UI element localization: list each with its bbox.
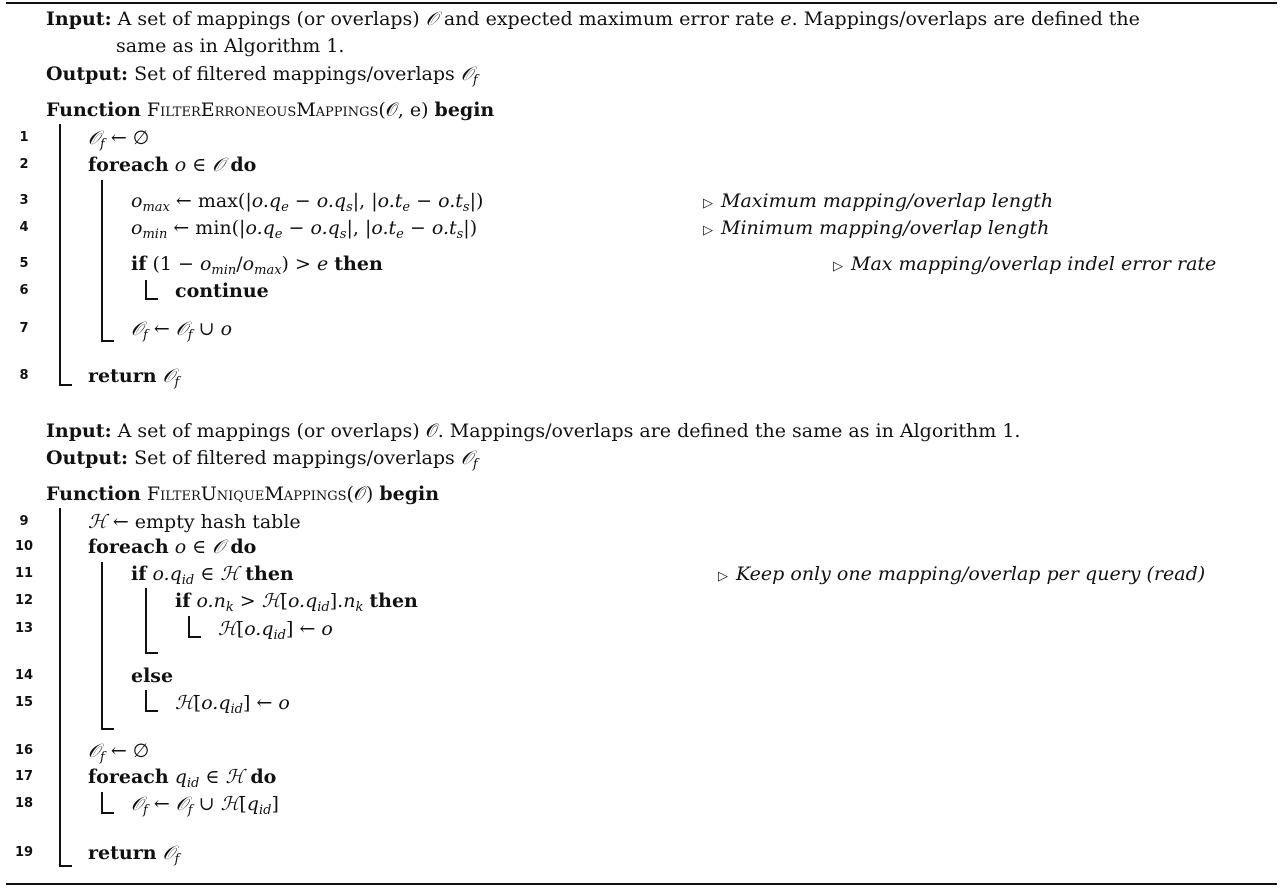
block-bar [101, 340, 114, 342]
then-kw: then [245, 563, 294, 585]
line-number: 5 [19, 256, 29, 271]
block-bar [59, 384, 72, 386]
algo1-function-name: FilterErroneousMappings [146, 99, 379, 121]
algo2-line-15: $ℋ[o.q_{id}]$ ← o [175, 692, 290, 717]
return-kw: return [88, 842, 157, 864]
algo1-line-7: 𝒪$_f$ ← 𝒪$_f$ ∪ o [131, 318, 233, 343]
algo1-output: Output: Set of filtered mappings/overlaps 𝒪$_f$ [46, 63, 478, 88]
algo2-line-13: $ℋ[o.q_{id}]$ ← o [218, 618, 333, 643]
algo1-line-1: 𝒪$_f$ ← ∅ [88, 127, 150, 152]
block-bar [59, 124, 61, 386]
block-bar [101, 812, 114, 814]
line-number: 19 [14, 845, 34, 860]
line-number: 9 [19, 514, 29, 529]
algo2-line-11: if $o.q_{id}$ ∈ ℋ then [131, 563, 294, 588]
algo1-line-4: $o_{min}$ ← $\min(|o.q_e - o.q_s|$, $|o.t_e - o.t_s|$) [131, 217, 478, 242]
line-number: 17 [14, 769, 34, 784]
block-bar [145, 710, 158, 712]
block-bar [101, 562, 103, 730]
algo1-line-3: $o_{max}$ ← $\max(|o.q_e - o.q_s|$, $|o.t_e - o.t_s|$) [131, 190, 484, 215]
line-number: 8 [19, 368, 29, 383]
line-number: 6 [19, 283, 29, 298]
algo2-begin-kw: begin [379, 483, 440, 505]
foreach-kw: foreach [88, 536, 169, 558]
block-bar [188, 616, 190, 638]
algo1-function-header [46, 99, 494, 121]
foreach-kw: foreach [88, 766, 169, 788]
block-bar [145, 588, 147, 654]
algo2-function-kw: Function [46, 483, 141, 505]
then-kw: then [334, 253, 383, 275]
algo1-begin-kw: begin [434, 99, 495, 121]
line-number: 16 [14, 743, 34, 758]
algo2-function-args: (𝒪) [346, 483, 374, 505]
do-kw: do [230, 154, 257, 176]
foreach-kw: foreach [88, 154, 169, 176]
line-number: 10 [14, 539, 34, 554]
algo2-line-19: return 𝒪$_f$ [88, 842, 180, 867]
algo1-input-cont: same as in Algorithm 1. [116, 35, 345, 57]
algo1-line-6: continue [175, 280, 269, 302]
algo2-function-header [46, 483, 439, 505]
line-number: 18 [14, 796, 34, 811]
algo2-line-18: 𝒪$_f$ ← 𝒪$_f$ ∪ $ℋ[q_{id}]$ [131, 793, 279, 818]
algo1-function-kw: Function [46, 99, 141, 121]
calO-symbol: 𝒪 [425, 8, 438, 30]
algo1-line-5: if $(1 - o_{min}/o_{max}) > e$ then [131, 253, 383, 278]
comment-keep-one: ▷ Keep only one mapping/overlap per query (read) [718, 563, 1206, 585]
line-number: 12 [14, 593, 34, 608]
block-bar [59, 508, 61, 867]
line-number: 1 [19, 130, 29, 145]
block-bar [59, 865, 72, 867]
algo1-output-label: Output: [46, 63, 129, 85]
comment-min-length: ▷ Minimum mapping/overlap length [703, 217, 1050, 239]
line-number: 7 [19, 321, 29, 336]
comment-max-length: ▷ Maximum mapping/overlap length [703, 190, 1054, 212]
if-kw: if [131, 563, 147, 585]
algo1-output-text: Set of filtered mappings/overlaps [134, 63, 455, 85]
top-rule [6, 2, 1277, 4]
algo2-output-text: Set of filtered mappings/overlaps [134, 447, 455, 469]
algo2-function-name: FilterUniqueMappings [146, 483, 347, 505]
line-number: 13 [14, 621, 34, 636]
block-bar [188, 636, 201, 638]
line-number: 3 [19, 193, 29, 208]
if-kw: if [175, 590, 191, 612]
block-bar [145, 298, 158, 300]
line-number: 11 [14, 566, 34, 581]
triangle-icon: ▷ [718, 569, 728, 584]
algo2-input-label: Input: [46, 420, 112, 442]
algo1-input-text-2: and expected maximum error rate [443, 8, 775, 30]
algo2-output: Output: Set of filtered mappings/overlaps 𝒪$_f$ [46, 447, 478, 472]
line-number: 2 [19, 157, 29, 172]
algo1-input-text-3: . Mappings/overlaps are defined the [791, 8, 1140, 30]
algo2-line-12: if $o.n_k$ > $ℋ[o.q_{id}].n_k$ then [175, 590, 418, 615]
block-bar [145, 652, 158, 654]
algo2-line-16: 𝒪$_f$ ← ∅ [88, 740, 150, 765]
bottom-rule [6, 883, 1277, 885]
algo1-input-label: Input: [46, 8, 112, 30]
algo1-function-args: (𝒪, e) [378, 99, 429, 121]
return-kw: return [88, 365, 157, 387]
algo2-line-9: ℋ ← empty hash table [88, 511, 301, 533]
block-bar [145, 280, 147, 300]
then-kw: then [369, 590, 418, 612]
algo2-line-14: else [131, 665, 174, 687]
line-number: 15 [14, 695, 34, 710]
line-number: 14 [14, 668, 34, 683]
block-bar [101, 728, 114, 730]
algo2-input-text: A set of mappings (or overlaps) 𝒪. Mappings/overlaps are defined the same as in Algorithm 1. [117, 420, 1021, 442]
algo1-line-2: foreach o ∈ 𝒪 do [88, 154, 257, 176]
line-number: 4 [19, 220, 29, 235]
comment-indel-rate: ▷ Max mapping/overlap indel error rate [833, 253, 1217, 275]
algo1-input: Input: A set of mappings (or overlaps) 𝒪 and expected maximum error rate e. Mappings/overlaps are defined the [46, 8, 1140, 30]
triangle-icon: ▷ [703, 196, 713, 211]
algo2-input [46, 420, 1020, 442]
do-kw: do [230, 536, 257, 558]
block-bar [145, 690, 147, 712]
if-kw: if [131, 253, 147, 275]
triangle-icon: ▷ [703, 223, 713, 238]
algo1-input-text-1: A set of mappings (or overlaps) [117, 8, 420, 30]
algo2-line-10: foreach o ∈ 𝒪 do [88, 536, 257, 558]
triangle-icon: ▷ [833, 259, 843, 274]
algo2-line-17: foreach $q_{id}$ ∈ ℋ do [88, 766, 277, 791]
empty-hash-text: empty hash table [134, 511, 301, 533]
algo2-output-label: Output: [46, 447, 129, 469]
algo1-line-8: return 𝒪$_f$ [88, 365, 180, 390]
do-kw: do [250, 766, 277, 788]
block-bar [101, 180, 103, 342]
block-bar [101, 792, 103, 814]
